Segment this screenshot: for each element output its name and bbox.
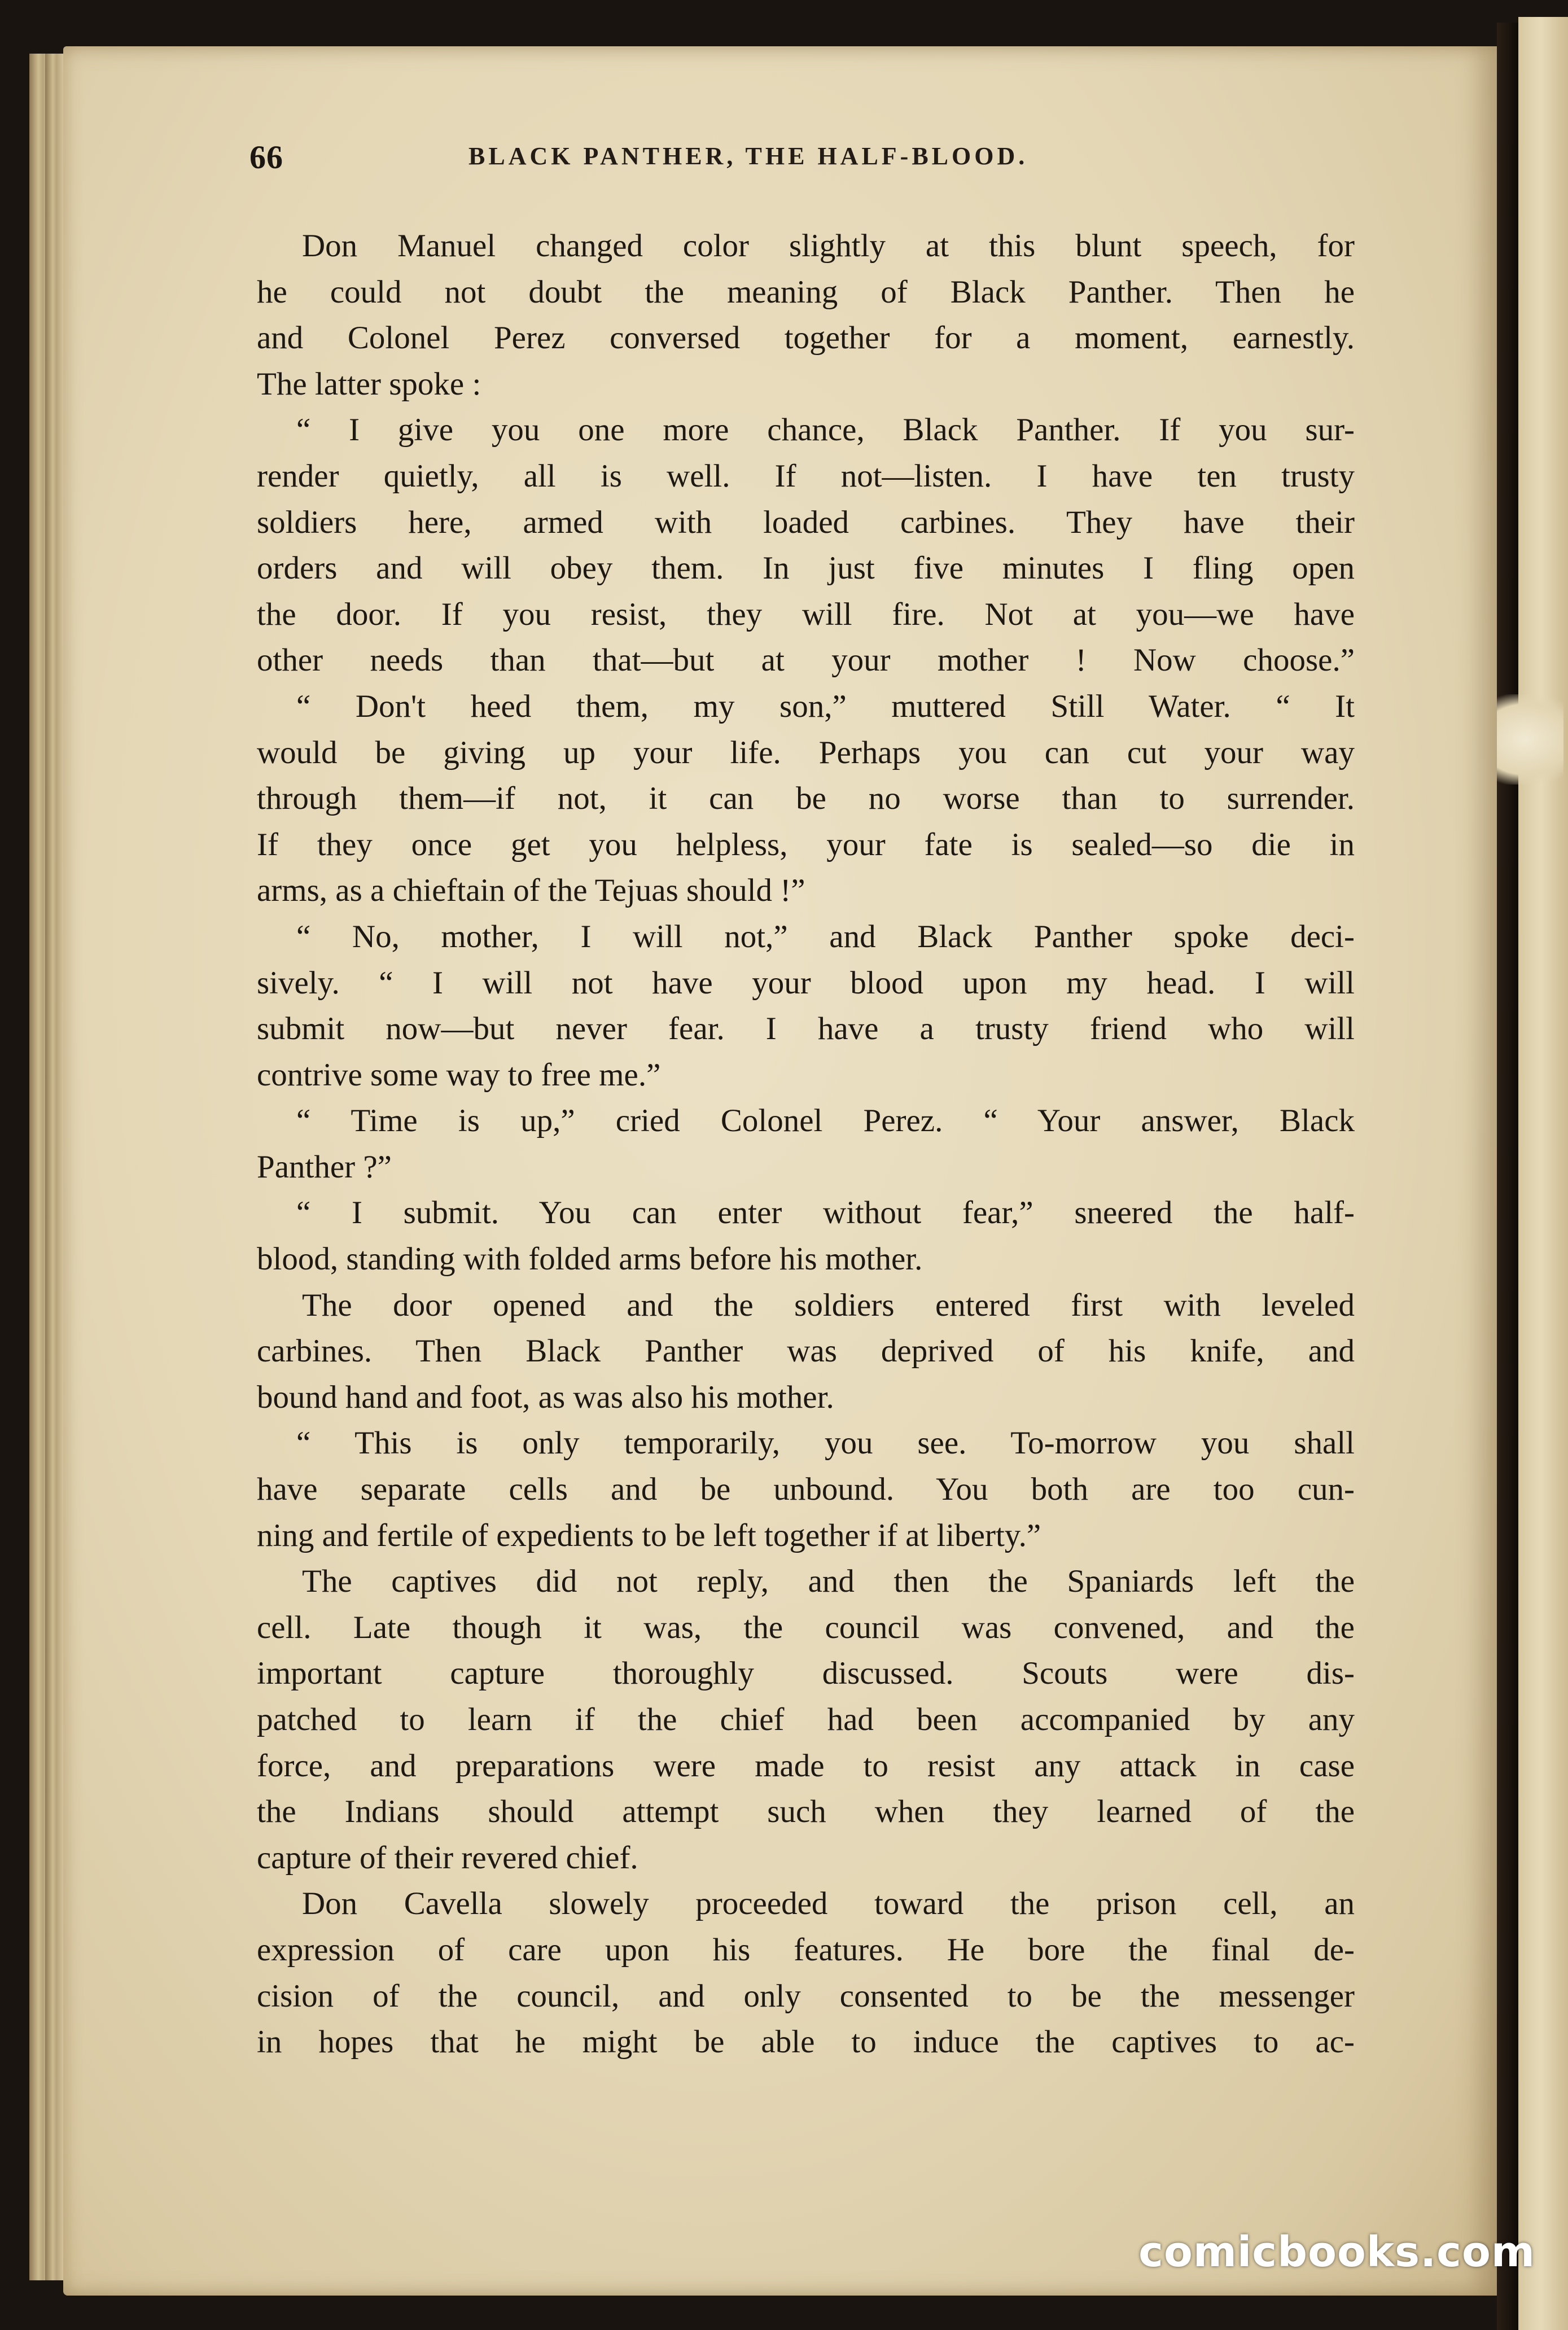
text-line: and Colonel Perez conversed together for a moment, earnestly.	[257, 320, 1355, 356]
text-line: would be giving up your life. Perhaps you can cut your way	[257, 734, 1355, 770]
text-line: blood, standing with folded arms before his mother.	[257, 1241, 923, 1277]
text-line: have separate cells and be unbound. You both are too cun-	[257, 1471, 1355, 1508]
text-line: he could not doubt the meaning of Black Panther. Then he	[257, 274, 1355, 310]
text-line: contrive some way to free me.”	[257, 1057, 661, 1093]
site-watermark: comicbooks.com	[1138, 2228, 1535, 2276]
text-line: arms, as a chieftain of the Tejuas should !”	[257, 873, 805, 909]
text-line: “ No, mother, I will not,” and Black Panther spoke deci-	[296, 918, 1355, 954]
text-line: cell. Late though it was, the council was convened, and the	[257, 1609, 1355, 1645]
text-line: “ Time is up,” cried Colonel Perez. “ Your answer, Black	[296, 1103, 1355, 1139]
text-line: Don Cavella slowely proceeded toward the prison cell, an	[302, 1886, 1355, 1922]
text-line: the Indians should attempt such when they learned of the	[257, 1794, 1355, 1830]
text-line: Don Manuel changed color slightly at this blunt speech, for	[302, 228, 1355, 264]
text-line: “ I give you one more chance, Black Panther. If you sur-	[296, 412, 1355, 448]
text-line: “ This is only temporarily, you see. To-morrow you shall	[296, 1425, 1355, 1461]
text-line: “ I submit. You can enter without fear,” sneered the half-	[296, 1195, 1355, 1231]
text-line: submit now—but never fear. I have a trusty friend who will	[257, 1011, 1355, 1047]
running-title: BLACK PANTHER, THE HALF-BLOOD.	[468, 142, 1028, 170]
book-gutter	[1497, 23, 1519, 2330]
text-line: important capture thoroughly discussed. Scouts were dis-	[257, 1655, 1355, 1692]
text-line: Panther ?”	[257, 1149, 392, 1185]
page-number: 66	[249, 139, 283, 176]
page-stack-edge	[45, 54, 64, 2280]
text-line: cision of the council, and only consented to be the messenger	[257, 1978, 1355, 2014]
text-line: The latter spoke :	[257, 366, 481, 402]
text-line: render quietly, all is well. If not—listen. I have ten trusty	[257, 458, 1355, 494]
next-page-edge	[1518, 17, 1568, 2330]
text-line: in hopes that he might be able to induce the captives to ac-	[257, 2024, 1355, 2060]
text-line: carbines. Then Black Panther was deprived of his knife, and	[257, 1333, 1355, 1369]
text-line: The door opened and the soldiers entered first with leveled	[302, 1287, 1355, 1323]
text-line: other needs than that—but at your mother ! Now choose.”	[257, 642, 1355, 678]
text-line: force, and preparations were made to resist any attack in case	[257, 1748, 1355, 1784]
text-line: soldiers here, armed with loaded carbines. They have their	[257, 504, 1355, 540]
text-line: The captives did not reply, and then the Spaniards left the	[302, 1563, 1355, 1600]
text-line: ning and fertile of expedients to be left together if at liberty.”	[257, 1517, 1041, 1553]
text-line: the door. If you resist, they will fire. Not at you—we have	[257, 596, 1355, 632]
text-line: patched to learn if the chief had been accompanied by any	[257, 1702, 1355, 1737]
text-line: orders and will obey them. In just five minutes I fling open	[257, 550, 1355, 586]
text-line: sively. “ I will not have your blood upon my head. I will	[257, 965, 1355, 1001]
text-line: If they once get you helpless, your fate is sealed—so die in	[257, 826, 1355, 862]
text-line: bound hand and foot, as was also his mother.	[257, 1379, 834, 1415]
running-head	[249, 138, 1378, 178]
text-line: through them—if not, it can be no worse than to surrender.	[257, 781, 1355, 817]
body-text	[257, 223, 1355, 2065]
text-line: capture of their revered chief.	[257, 1840, 638, 1876]
text-line: expression of care upon his features. He bore the final de-	[257, 1932, 1355, 1968]
text-line: “ Don't heed them, my son,” muttered Still Water. “ It	[296, 688, 1355, 724]
